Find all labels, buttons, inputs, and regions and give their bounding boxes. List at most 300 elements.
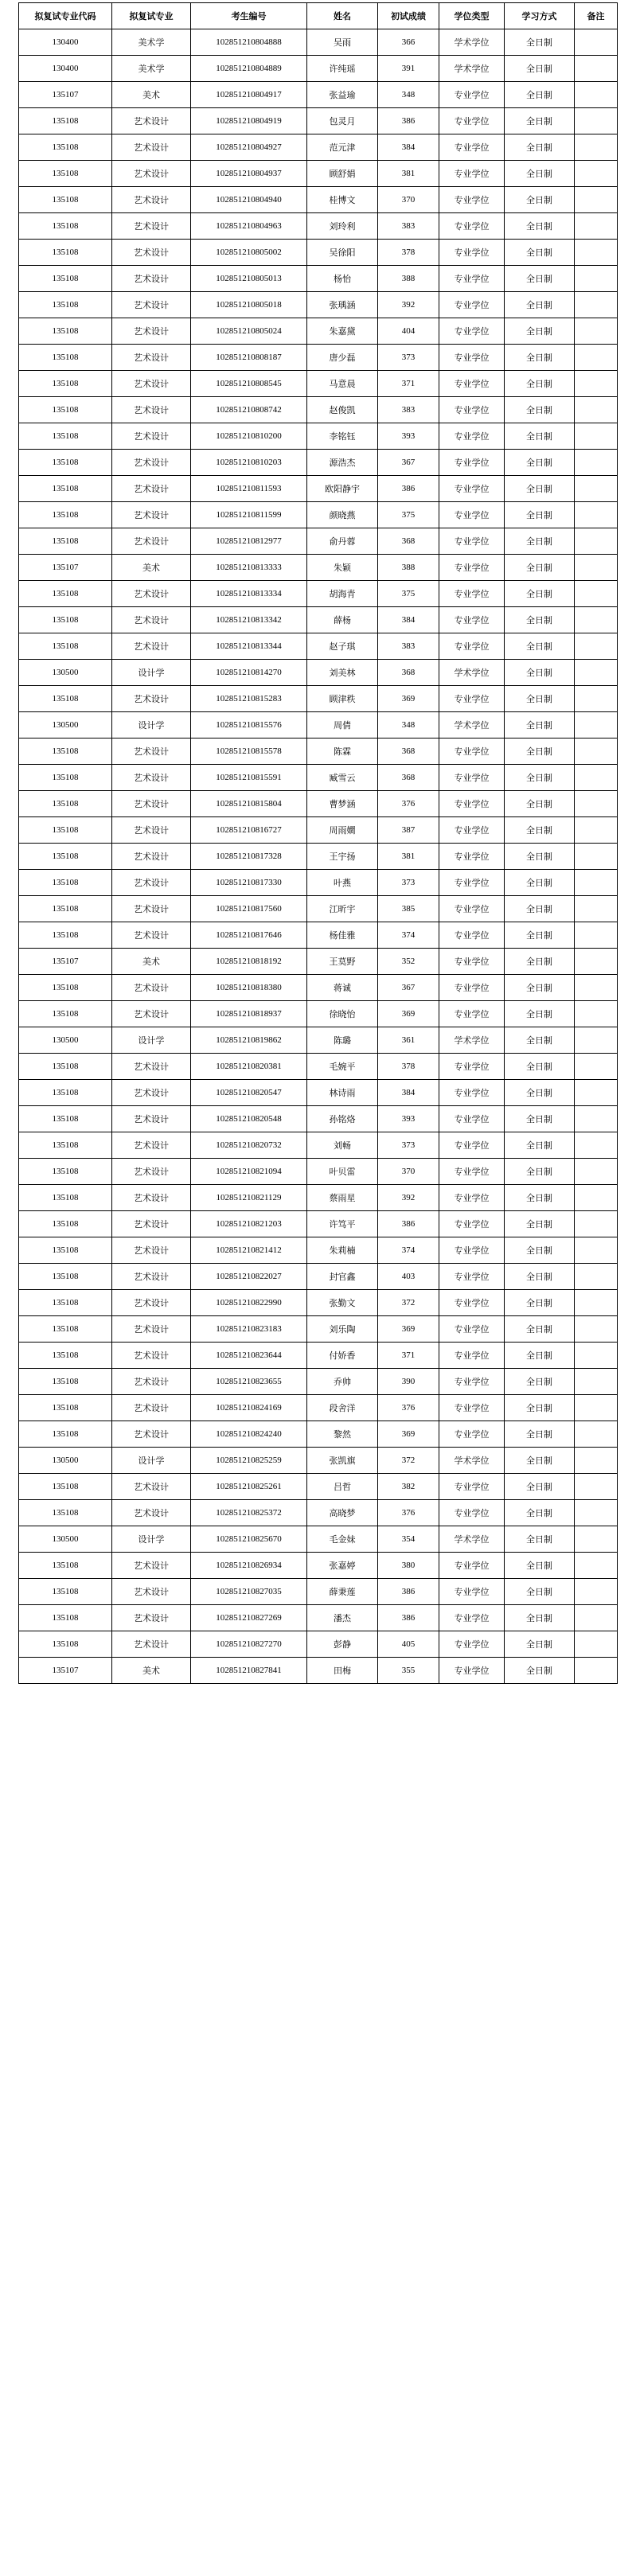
cell-study-mode: 全日制 — [505, 1290, 575, 1316]
cell-study-mode: 全日制 — [505, 423, 575, 450]
cell-candidate-id: 102851210825261 — [191, 1474, 307, 1500]
cell-degree-type: 学术学位 — [439, 1448, 505, 1474]
cell-initial-score: 384 — [378, 134, 439, 161]
cell-initial-score: 370 — [378, 1159, 439, 1185]
cell-remarks — [575, 1448, 618, 1474]
cell-major-name: 美术 — [112, 1658, 191, 1684]
cell-student-name: 朱嘉黛 — [307, 318, 378, 345]
cell-candidate-id: 102851210823183 — [191, 1316, 307, 1343]
cell-student-name: 马意晨 — [307, 371, 378, 397]
cell-candidate-id: 102851210821094 — [191, 1159, 307, 1185]
cell-remarks — [575, 712, 618, 739]
cell-major-name: 艺术设计 — [112, 1001, 191, 1027]
cell-remarks — [575, 1395, 618, 1421]
cell-candidate-id: 102851210819862 — [191, 1027, 307, 1054]
table-row — [19, 922, 618, 949]
cell-candidate-id: 102851210820381 — [191, 1054, 307, 1080]
cell-major-code: 135108 — [19, 345, 112, 371]
cell-study-mode: 全日制 — [505, 765, 575, 791]
cell-initial-score: 386 — [378, 1579, 439, 1605]
cell-major-code: 135108 — [19, 791, 112, 817]
cell-candidate-id: 102851210824169 — [191, 1395, 307, 1421]
cell-study-mode: 全日制 — [505, 607, 575, 633]
cell-study-mode: 全日制 — [505, 949, 575, 975]
cell-major-code: 135108 — [19, 844, 112, 870]
cell-student-name: 赵子琪 — [307, 633, 378, 660]
cell-degree-type: 专业学位 — [439, 949, 505, 975]
table-row — [19, 1211, 618, 1237]
cell-initial-score: 348 — [378, 712, 439, 739]
cell-candidate-id: 102851210826934 — [191, 1553, 307, 1579]
cell-major-code: 135108 — [19, 528, 112, 555]
cell-study-mode: 全日制 — [505, 1605, 575, 1631]
cell-initial-score: 387 — [378, 817, 439, 844]
cell-student-name: 张嘉婷 — [307, 1553, 378, 1579]
cell-remarks — [575, 844, 618, 870]
cell-initial-score: 354 — [378, 1526, 439, 1553]
cell-initial-score: 385 — [378, 896, 439, 922]
cell-major-code: 135108 — [19, 450, 112, 476]
cell-candidate-id: 102851210822990 — [191, 1290, 307, 1316]
cell-remarks — [575, 1106, 618, 1132]
cell-candidate-id: 102851210808742 — [191, 397, 307, 423]
cell-major-code: 130500 — [19, 660, 112, 686]
cell-major-name: 艺术设计 — [112, 1421, 191, 1448]
cell-major-code: 130500 — [19, 1448, 112, 1474]
cell-study-mode: 全日制 — [505, 266, 575, 292]
cell-major-code: 135108 — [19, 1631, 112, 1658]
cell-study-mode: 全日制 — [505, 1080, 575, 1106]
cell-major-name: 艺术设计 — [112, 213, 191, 240]
cell-student-name: 蒋诚 — [307, 975, 378, 1001]
cell-major-code: 130500 — [19, 712, 112, 739]
cell-major-name: 艺术设计 — [112, 896, 191, 922]
cell-major-name: 美术学 — [112, 56, 191, 82]
cell-candidate-id: 102851210817330 — [191, 870, 307, 896]
cell-degree-type: 专业学位 — [439, 739, 505, 765]
cell-candidate-id: 102851210827269 — [191, 1605, 307, 1631]
cell-degree-type: 专业学位 — [439, 817, 505, 844]
table-row — [19, 134, 618, 161]
cell-remarks — [575, 450, 618, 476]
cell-initial-score: 376 — [378, 1500, 439, 1526]
cell-study-mode: 全日制 — [505, 450, 575, 476]
cell-degree-type: 专业学位 — [439, 1080, 505, 1106]
cell-degree-type: 学术学位 — [439, 29, 505, 56]
cell-remarks — [575, 870, 618, 896]
cell-major-code: 135108 — [19, 633, 112, 660]
cell-degree-type: 专业学位 — [439, 1631, 505, 1658]
cell-remarks — [575, 1159, 618, 1185]
table-row — [19, 1605, 618, 1631]
cell-initial-score: 383 — [378, 213, 439, 240]
cell-remarks — [575, 318, 618, 345]
table-row — [19, 686, 618, 712]
cell-major-name: 艺术设计 — [112, 1579, 191, 1605]
cell-student-name: 俞丹蓉 — [307, 528, 378, 555]
table-row — [19, 345, 618, 371]
cell-study-mode: 全日制 — [505, 1264, 575, 1290]
cell-major-name: 艺术设计 — [112, 1264, 191, 1290]
table-row — [19, 528, 618, 555]
cell-student-name: 王宇扬 — [307, 844, 378, 870]
cell-remarks — [575, 1631, 618, 1658]
cell-major-name: 艺术设计 — [112, 108, 191, 134]
cell-remarks — [575, 1001, 618, 1027]
cell-remarks — [575, 1553, 618, 1579]
cell-remarks — [575, 555, 618, 581]
cell-candidate-id: 102851210813344 — [191, 633, 307, 660]
cell-major-code: 135108 — [19, 870, 112, 896]
cell-major-code: 135108 — [19, 187, 112, 213]
cell-degree-type: 专业学位 — [439, 1237, 505, 1264]
cell-candidate-id: 102851210825259 — [191, 1448, 307, 1474]
cell-candidate-id: 102851210804963 — [191, 213, 307, 240]
cell-major-name: 设计学 — [112, 712, 191, 739]
table-row — [19, 1106, 618, 1132]
cell-student-name: 张勤文 — [307, 1290, 378, 1316]
table-row — [19, 1448, 618, 1474]
cell-initial-score: 370 — [378, 187, 439, 213]
cell-remarks — [575, 292, 618, 318]
table-row — [19, 476, 618, 502]
cell-study-mode: 全日制 — [505, 82, 575, 108]
cell-remarks — [575, 922, 618, 949]
cell-remarks — [575, 1500, 618, 1526]
table-row — [19, 240, 618, 266]
cell-major-code: 135108 — [19, 1132, 112, 1159]
cell-candidate-id: 102851210805013 — [191, 266, 307, 292]
cell-initial-score: 386 — [378, 1211, 439, 1237]
cell-candidate-id: 102851210810200 — [191, 423, 307, 450]
cell-student-name: 范元津 — [307, 134, 378, 161]
cell-degree-type: 专业学位 — [439, 371, 505, 397]
cell-study-mode: 全日制 — [505, 397, 575, 423]
cell-initial-score: 390 — [378, 1369, 439, 1395]
cell-major-name: 艺术设计 — [112, 686, 191, 712]
cell-major-name: 艺术设计 — [112, 1290, 191, 1316]
cell-degree-type: 专业学位 — [439, 1159, 505, 1185]
cell-major-name: 美术学 — [112, 29, 191, 56]
cell-remarks — [575, 660, 618, 686]
cell-study-mode: 全日制 — [505, 1027, 575, 1054]
cell-remarks — [575, 1579, 618, 1605]
cell-major-name: 艺术设计 — [112, 318, 191, 345]
cell-candidate-id: 102851210820548 — [191, 1106, 307, 1132]
cell-degree-type: 专业学位 — [439, 1132, 505, 1159]
cell-student-name: 源浩杰 — [307, 450, 378, 476]
cell-degree-type: 专业学位 — [439, 528, 505, 555]
cell-major-code: 135108 — [19, 292, 112, 318]
table-row — [19, 896, 618, 922]
cell-student-name: 陈霖 — [307, 739, 378, 765]
cell-major-code: 135108 — [19, 922, 112, 949]
column-header-degree-type: 学位类型 — [439, 3, 505, 29]
cell-major-name: 艺术设计 — [112, 423, 191, 450]
cell-remarks — [575, 791, 618, 817]
cell-initial-score: 352 — [378, 949, 439, 975]
cell-major-name: 设计学 — [112, 1526, 191, 1553]
table-row — [19, 581, 618, 607]
cell-degree-type: 学术学位 — [439, 660, 505, 686]
cell-remarks — [575, 345, 618, 371]
table-row — [19, 1159, 618, 1185]
cell-major-code: 135107 — [19, 555, 112, 581]
cell-remarks — [575, 423, 618, 450]
table-row — [19, 108, 618, 134]
cell-initial-score: 384 — [378, 1080, 439, 1106]
cell-candidate-id: 102851210805024 — [191, 318, 307, 345]
cell-degree-type: 专业学位 — [439, 345, 505, 371]
cell-student-name: 唐少磊 — [307, 345, 378, 371]
cell-degree-type: 专业学位 — [439, 292, 505, 318]
cell-major-code: 135108 — [19, 1054, 112, 1080]
cell-major-name: 艺术设计 — [112, 1474, 191, 1500]
cell-initial-score: 366 — [378, 29, 439, 56]
cell-candidate-id: 102851210813342 — [191, 607, 307, 633]
cell-student-name: 叶燕 — [307, 870, 378, 896]
cell-initial-score: 388 — [378, 266, 439, 292]
cell-major-name: 艺术设计 — [112, 1316, 191, 1343]
table-row — [19, 161, 618, 187]
table-row — [19, 1185, 618, 1211]
cell-student-name: 许纯瑶 — [307, 56, 378, 82]
cell-degree-type: 专业学位 — [439, 1211, 505, 1237]
cell-study-mode: 全日制 — [505, 476, 575, 502]
cell-candidate-id: 102851210821203 — [191, 1211, 307, 1237]
table-row — [19, 1421, 618, 1448]
table-row — [19, 1526, 618, 1553]
cell-major-name: 艺术设计 — [112, 1395, 191, 1421]
cell-initial-score: 373 — [378, 345, 439, 371]
cell-major-code: 135108 — [19, 607, 112, 633]
cell-major-name: 美术 — [112, 82, 191, 108]
table-row — [19, 660, 618, 686]
cell-initial-score: 378 — [378, 240, 439, 266]
cell-study-mode: 全日制 — [505, 1159, 575, 1185]
cell-degree-type: 专业学位 — [439, 765, 505, 791]
cell-major-code: 130400 — [19, 56, 112, 82]
cell-study-mode: 全日制 — [505, 686, 575, 712]
cell-remarks — [575, 1343, 618, 1369]
cell-candidate-id: 102851210804919 — [191, 108, 307, 134]
cell-initial-score: 368 — [378, 528, 439, 555]
cell-major-name: 艺术设计 — [112, 292, 191, 318]
cell-major-name: 艺术设计 — [112, 1343, 191, 1369]
cell-degree-type: 专业学位 — [439, 975, 505, 1001]
cell-study-mode: 全日制 — [505, 318, 575, 345]
cell-initial-score: 381 — [378, 161, 439, 187]
cell-student-name: 吴雨 — [307, 29, 378, 56]
cell-major-code: 135108 — [19, 423, 112, 450]
table-row — [19, 844, 618, 870]
cell-student-name: 徐晓怡 — [307, 1001, 378, 1027]
cell-major-name: 艺术设计 — [112, 607, 191, 633]
cell-study-mode: 全日制 — [505, 660, 575, 686]
cell-student-name: 张益瑜 — [307, 82, 378, 108]
cell-remarks — [575, 1185, 618, 1211]
cell-initial-score: 393 — [378, 423, 439, 450]
cell-degree-type: 专业学位 — [439, 844, 505, 870]
column-header-student-name: 姓名 — [307, 3, 378, 29]
cell-major-name: 美术 — [112, 949, 191, 975]
cell-degree-type: 专业学位 — [439, 1264, 505, 1290]
cell-candidate-id: 102851210822027 — [191, 1264, 307, 1290]
cell-study-mode: 全日制 — [505, 187, 575, 213]
cell-initial-score: 368 — [378, 765, 439, 791]
cell-initial-score: 372 — [378, 1448, 439, 1474]
cell-major-code: 130500 — [19, 1526, 112, 1553]
cell-study-mode: 全日制 — [505, 345, 575, 371]
cell-degree-type: 专业学位 — [439, 1474, 505, 1500]
cell-major-name: 艺术设计 — [112, 240, 191, 266]
cell-degree-type: 专业学位 — [439, 240, 505, 266]
table-row — [19, 1395, 618, 1421]
cell-candidate-id: 102851210816727 — [191, 817, 307, 844]
cell-candidate-id: 102851210824240 — [191, 1421, 307, 1448]
cell-major-code: 135108 — [19, 1579, 112, 1605]
table-row — [19, 213, 618, 240]
cell-remarks — [575, 975, 618, 1001]
cell-remarks — [575, 1080, 618, 1106]
cell-degree-type: 专业学位 — [439, 1605, 505, 1631]
cell-candidate-id: 102851210810203 — [191, 450, 307, 476]
cell-student-name: 周雨嫺 — [307, 817, 378, 844]
cell-study-mode: 全日制 — [505, 1448, 575, 1474]
cell-remarks — [575, 1054, 618, 1080]
table-row — [19, 1237, 618, 1264]
cell-major-name: 艺术设计 — [112, 266, 191, 292]
table-row — [19, 555, 618, 581]
cell-study-mode: 全日制 — [505, 528, 575, 555]
cell-initial-score: 373 — [378, 870, 439, 896]
cell-degree-type: 专业学位 — [439, 266, 505, 292]
cell-initial-score: 392 — [378, 292, 439, 318]
column-header-remarks: 备注 — [575, 3, 618, 29]
cell-degree-type: 学术学位 — [439, 56, 505, 82]
cell-student-name: 李铭钰 — [307, 423, 378, 450]
cell-student-name: 吴徐阳 — [307, 240, 378, 266]
cell-student-name: 张凯旗 — [307, 1448, 378, 1474]
cell-student-name: 赵俊凯 — [307, 397, 378, 423]
table-row — [19, 1369, 618, 1395]
cell-major-code: 135108 — [19, 817, 112, 844]
cell-remarks — [575, 1421, 618, 1448]
cell-candidate-id: 102851210804888 — [191, 29, 307, 56]
cell-major-name: 美术 — [112, 555, 191, 581]
cell-student-name: 林诗雨 — [307, 1080, 378, 1106]
cell-study-mode: 全日制 — [505, 502, 575, 528]
cell-student-name: 黎然 — [307, 1421, 378, 1448]
cell-remarks — [575, 739, 618, 765]
cell-major-code: 135108 — [19, 1106, 112, 1132]
cell-initial-score: 376 — [378, 791, 439, 817]
cell-major-code: 135108 — [19, 1185, 112, 1211]
cell-initial-score: 371 — [378, 371, 439, 397]
cell-study-mode: 全日制 — [505, 240, 575, 266]
cell-degree-type: 专业学位 — [439, 161, 505, 187]
cell-major-code: 135108 — [19, 1001, 112, 1027]
cell-candidate-id: 102851210820732 — [191, 1132, 307, 1159]
cell-major-code: 135108 — [19, 108, 112, 134]
cell-study-mode: 全日制 — [505, 134, 575, 161]
cell-candidate-id: 102851210820547 — [191, 1080, 307, 1106]
cell-degree-type: 专业学位 — [439, 607, 505, 633]
cell-major-name: 艺术设计 — [112, 476, 191, 502]
cell-student-name: 付娇香 — [307, 1343, 378, 1369]
cell-candidate-id: 102851210814270 — [191, 660, 307, 686]
cell-student-name: 江昕宇 — [307, 896, 378, 922]
cell-study-mode: 全日制 — [505, 1106, 575, 1132]
cell-candidate-id: 102851210804937 — [191, 161, 307, 187]
cell-candidate-id: 102851210815576 — [191, 712, 307, 739]
cell-initial-score: 373 — [378, 1132, 439, 1159]
cell-degree-type: 专业学位 — [439, 633, 505, 660]
cell-remarks — [575, 1526, 618, 1553]
table-row — [19, 633, 618, 660]
table-row — [19, 1500, 618, 1526]
cell-major-code: 135108 — [19, 1264, 112, 1290]
column-header-major-name: 拟复试专业 — [112, 3, 191, 29]
cell-initial-score: 386 — [378, 108, 439, 134]
cell-remarks — [575, 161, 618, 187]
cell-student-name: 许笃平 — [307, 1211, 378, 1237]
cell-initial-score: 367 — [378, 975, 439, 1001]
cell-major-name: 设计学 — [112, 1448, 191, 1474]
cell-degree-type: 专业学位 — [439, 1395, 505, 1421]
cell-student-name: 王莫野 — [307, 949, 378, 975]
cell-remarks — [575, 476, 618, 502]
cell-degree-type: 专业学位 — [439, 213, 505, 240]
cell-major-code: 135108 — [19, 371, 112, 397]
cell-student-name: 刘玲利 — [307, 213, 378, 240]
column-header-study-mode: 学习方式 — [505, 3, 575, 29]
table-row — [19, 712, 618, 739]
cell-student-name: 臧雪云 — [307, 765, 378, 791]
table-row — [19, 1290, 618, 1316]
column-header-candidate-id: 考生编号 — [191, 3, 307, 29]
cell-remarks — [575, 633, 618, 660]
cell-major-name: 艺术设计 — [112, 1553, 191, 1579]
cell-initial-score: 391 — [378, 56, 439, 82]
cell-major-code: 135108 — [19, 1237, 112, 1264]
cell-degree-type: 学术学位 — [439, 712, 505, 739]
table-row — [19, 502, 618, 528]
cell-remarks — [575, 528, 618, 555]
cell-remarks — [575, 1264, 618, 1290]
cell-initial-score: 371 — [378, 1343, 439, 1369]
cell-major-name: 艺术设计 — [112, 397, 191, 423]
cell-degree-type: 专业学位 — [439, 1054, 505, 1080]
cell-study-mode: 全日制 — [505, 1343, 575, 1369]
cell-major-name: 艺术设计 — [112, 633, 191, 660]
cell-degree-type: 学术学位 — [439, 1526, 505, 1553]
cell-candidate-id: 102851210818937 — [191, 1001, 307, 1027]
cell-remarks — [575, 1132, 618, 1159]
cell-major-name: 艺术设计 — [112, 1605, 191, 1631]
cell-major-name: 艺术设计 — [112, 371, 191, 397]
cell-student-name: 蔡雨星 — [307, 1185, 378, 1211]
cell-degree-type: 专业学位 — [439, 82, 505, 108]
cell-initial-score: 376 — [378, 1395, 439, 1421]
cell-remarks — [575, 1605, 618, 1631]
cell-degree-type: 专业学位 — [439, 870, 505, 896]
cell-major-name: 艺术设计 — [112, 765, 191, 791]
cell-major-name: 艺术设计 — [112, 791, 191, 817]
table-row — [19, 292, 618, 318]
table-row — [19, 371, 618, 397]
cell-major-name: 艺术设计 — [112, 1185, 191, 1211]
